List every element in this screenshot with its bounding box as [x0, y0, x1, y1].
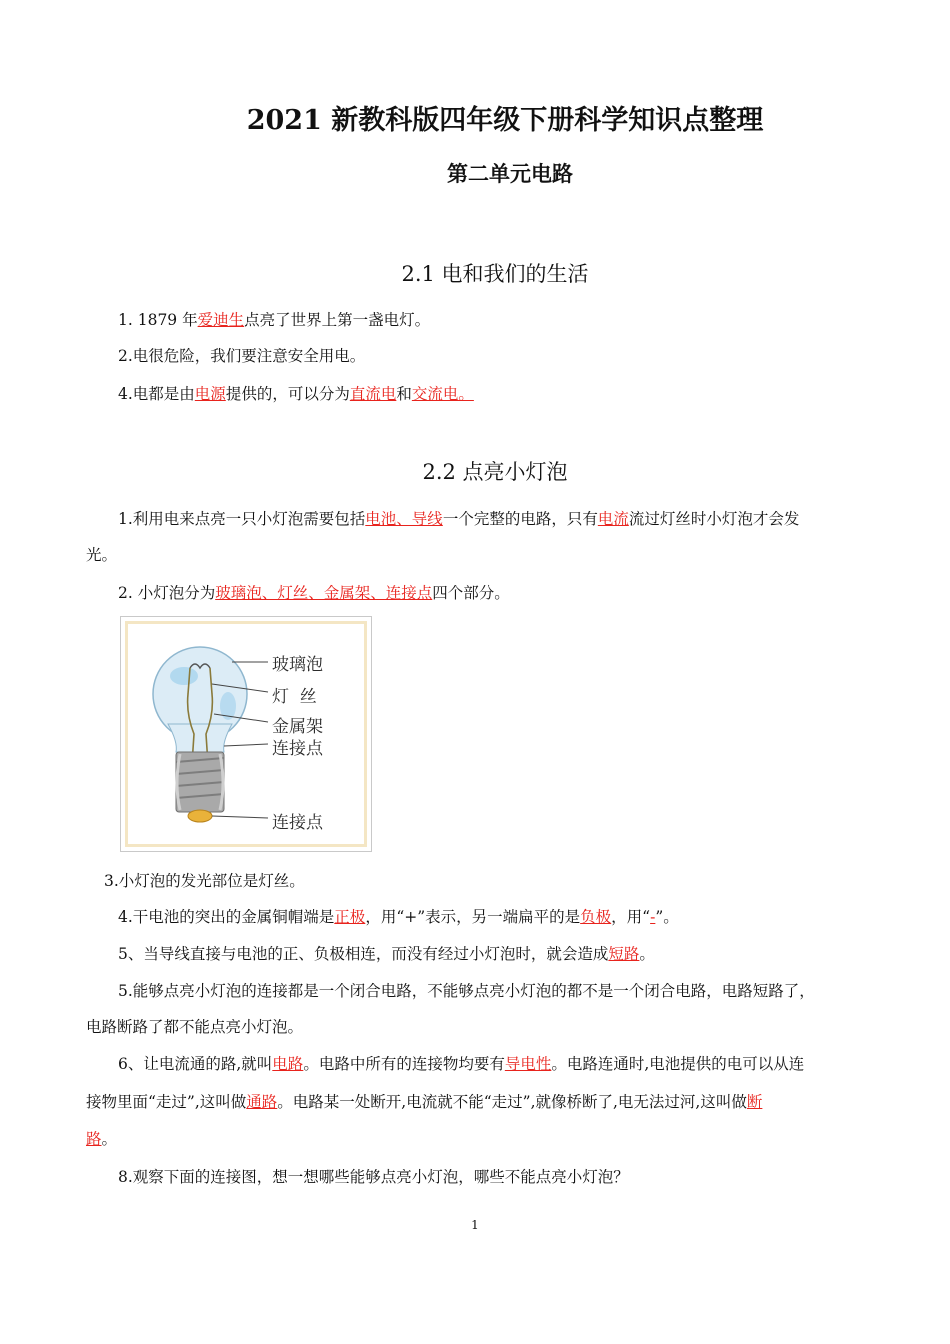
paragraph-line: [86, 1017, 303, 1037]
paragraph-line: [86, 1129, 117, 1149]
highlighted-term: 交流电。: [411, 385, 474, 403]
highlighted-term: 电源: [194, 385, 226, 403]
text-run: 接物里面“走过”,这叫做: [86, 1093, 247, 1111]
light-bulb-illustration: [128, 624, 366, 846]
text-run: 。电路某一处断开,电流就不能“走过”,就像桥断了,电无法过河,这叫做: [277, 1093, 747, 1111]
text-run: 2.电很危险，我们要注意安全用电。: [118, 347, 366, 365]
paragraph-line: [118, 509, 799, 529]
text-run: 5.能够点亮小灯泡的连接都是一个闭合电路，不能够点亮小灯泡的都不是一个闭合电路，电路短路了，: [118, 982, 815, 1000]
label-metal-support: 金属架: [272, 717, 323, 737]
paragraph-line: [118, 944, 655, 964]
text-run: 。电路中所有的连接物均要有: [303, 1055, 505, 1073]
text-run: 一个完整的电路，只有: [442, 510, 598, 528]
light-bulb-diagram: [120, 616, 372, 852]
text-run: 4.电都是由: [118, 385, 195, 403]
highlighted-term: 路: [86, 1130, 102, 1148]
text-run: 1. 1879 年: [118, 311, 198, 329]
paragraph-line: [86, 1092, 762, 1112]
glass-highlight: [170, 667, 198, 685]
text-run: 流过灯丝时小灯泡才会发: [628, 510, 800, 528]
text-run: 电路断路了都不能点亮小灯泡。: [86, 1018, 304, 1036]
text-run: 和: [396, 385, 412, 403]
text-run: ”。: [655, 908, 679, 926]
text-run: 光。: [86, 546, 118, 564]
text-run: ，用“: [611, 908, 651, 926]
diagram-frame: [125, 621, 367, 847]
highlighted-term: 电池、导线: [365, 510, 443, 528]
paragraph-line: [118, 346, 365, 366]
paragraph-line: [118, 1167, 629, 1187]
paragraph-line: [104, 871, 305, 891]
text-run: 。电路连通时,电池提供的电可以从连: [551, 1055, 805, 1073]
text-run: 5、当导线直接与电池的正、负极相连，而没有经过小灯泡时，就会造成: [118, 945, 609, 963]
text-run: 四个部分。: [432, 584, 510, 602]
bulb-neck: [168, 724, 232, 752]
highlighted-term: 电流: [597, 510, 629, 528]
highlighted-term: 断: [746, 1093, 763, 1111]
text-run: 点亮了世界上第一盏电灯。: [244, 311, 431, 329]
label-filament: 灯 丝: [272, 687, 317, 707]
section-heading-2-2: 2.2 点亮小灯泡: [422, 460, 568, 484]
highlighted-term: 负极: [580, 908, 612, 926]
paragraph-line: [118, 907, 679, 927]
page-number: 1: [471, 1218, 479, 1232]
highlighted-term: 电路: [272, 1055, 304, 1073]
highlighted-term: 通路: [246, 1093, 278, 1111]
highlighted-term: 导电性: [504, 1055, 552, 1073]
highlighted-term: 爱迪生: [197, 311, 245, 329]
text-run: 8.观察下面的连接图，想一想哪些能够点亮小灯泡，哪些不能点亮小灯泡？: [118, 1168, 629, 1186]
paragraph-line: [118, 583, 510, 603]
text-run: 。: [101, 1130, 118, 1148]
highlighted-term: 短路: [608, 945, 640, 963]
unit-title: 第二单元电路: [447, 161, 573, 186]
text-run: 6、让电流通的路,就叫: [118, 1055, 273, 1073]
paragraph-line: [118, 384, 474, 404]
highlighted-term: 玻璃泡、灯丝、金属架、连接点: [215, 584, 433, 602]
label-connection-point-bottom: 连接点: [272, 813, 323, 833]
label-glass-bulb: 玻璃泡: [272, 655, 323, 675]
bottom-contact: [188, 810, 212, 822]
text-run: 提供的，可以分为: [225, 385, 350, 403]
label-connection-point: 连接点: [272, 739, 323, 759]
text-run: 1.利用电来点亮一只小灯泡需要包括: [118, 510, 366, 528]
pointer-line: [212, 816, 268, 818]
paragraph-line: [118, 310, 430, 330]
pointer-line: [224, 744, 268, 746]
section-heading-2-1: 2.1 电和我们的生活: [401, 262, 589, 286]
paragraph-line: [118, 1054, 804, 1074]
text-run: 3.小灯泡的发光部位是灯丝。: [104, 872, 305, 890]
document-title: 2021 新教科版四年级下册科学知识点整理: [246, 105, 764, 136]
text-run: ，用“+”表示，另一端扁平的是: [365, 908, 581, 926]
highlighted-term: -: [650, 908, 656, 926]
highlighted-term: 正极: [334, 908, 366, 926]
paragraph-line: [86, 545, 117, 565]
text-run: 。: [639, 945, 655, 963]
text-run: 2. 小灯泡分为: [118, 584, 216, 602]
highlighted-term: 直流电: [349, 385, 397, 403]
paragraph-line: [118, 981, 815, 1001]
text-run: 4.干电池的突出的金属铜帽端是: [118, 908, 335, 926]
